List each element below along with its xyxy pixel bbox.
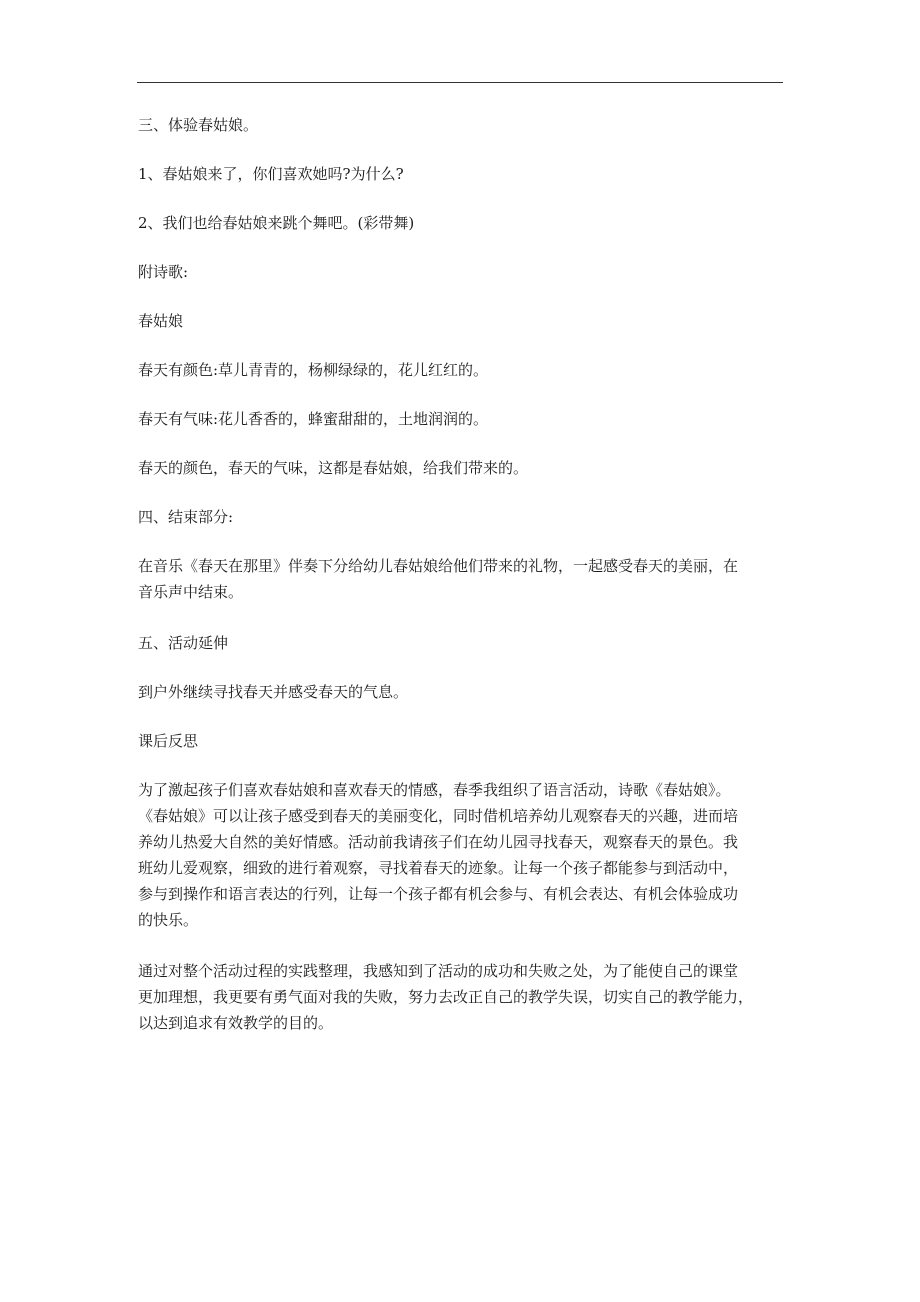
text-line: 附诗歌: [138, 263, 189, 281]
text-line: 三、体验春姑娘。 [138, 116, 259, 134]
text-line: 春姑娘 [138, 312, 184, 330]
text-line: 以达到追求有效教学的目的。 [138, 1014, 334, 1032]
paragraph [138, 630, 786, 656]
document-body [138, 112, 786, 1061]
text-line: 音乐声中结束。 [138, 583, 244, 601]
text-line: 1、春姑娘来了，你们喜欢她吗?为什么? [138, 165, 404, 183]
paragraph [138, 728, 786, 754]
text-line: 课后反思 [138, 732, 199, 750]
paragraph [138, 357, 786, 383]
text-line: 为了激起孩子们喜欢春姑娘和喜欢春天的情感，春季我组织了语言活动，诗歌《春姑娘》。 [138, 781, 731, 799]
paragraph [138, 161, 786, 187]
paragraph [138, 112, 786, 138]
text-line: 四、结束部分: [138, 508, 234, 526]
paragraph [138, 679, 786, 705]
paragraph [138, 455, 786, 481]
text-line: 在音乐《春天在那里》伴奏下分给幼儿春姑娘给他们带来的礼物，一起感受春天的美丽，在 [138, 557, 739, 575]
paragraph [138, 958, 786, 1036]
text-line: 春天有颜色:草儿青青的，杨柳绿绿的，花儿红红的。 [138, 361, 489, 379]
text-line: 春天的颜色，春天的气味，这都是春姑娘，给我们带来的。 [138, 459, 529, 477]
text-line: 参与到操作和语言表达的行列，让每一个孩子都有机会参与、有机会表达、有机会体验成功 [138, 885, 739, 903]
paragraph [138, 308, 786, 334]
text-line: 到户外继续寻找春天并感受春天的气息。 [138, 683, 409, 701]
text-line: 班幼儿爱观察，细致的进行着观察，寻找着春天的迹象。让每一个孩子都能参与到活动中， [138, 859, 739, 877]
paragraph [138, 259, 786, 285]
text-line: 养幼儿热爱大自然的美好情感。活动前我请孩子们在幼儿园寻找春天，观察春天的景色。我 [138, 833, 739, 851]
paragraph [138, 553, 786, 605]
paragraph [138, 504, 786, 530]
text-line: 的快乐。 [138, 911, 199, 929]
text-line: 2、我们也给春姑娘来跳个舞吧。(彩带舞) [138, 214, 415, 232]
text-line: 《春姑娘》可以让孩子感受到春天的美丽变化，同时借机培养幼儿观察春天的兴趣，进而培 [138, 807, 739, 825]
header-rule [137, 82, 783, 83]
paragraph [138, 777, 786, 933]
text-line: 春天有气味:花儿香香的，蜂蜜甜甜的，土地润润的。 [138, 410, 489, 428]
paragraph [138, 210, 786, 236]
paragraph [138, 406, 786, 432]
text-line: 通过对整个活动过程的实践整理，我感知到了活动的成功和失败之处，为了能使自己的课堂 [138, 962, 739, 980]
text-line: 更加理想，我更要有勇气面对我的失败，努力去改正自己的教学失误，切实自己的教学能力， [138, 988, 754, 1006]
text-line: 五、活动延伸 [138, 634, 229, 652]
